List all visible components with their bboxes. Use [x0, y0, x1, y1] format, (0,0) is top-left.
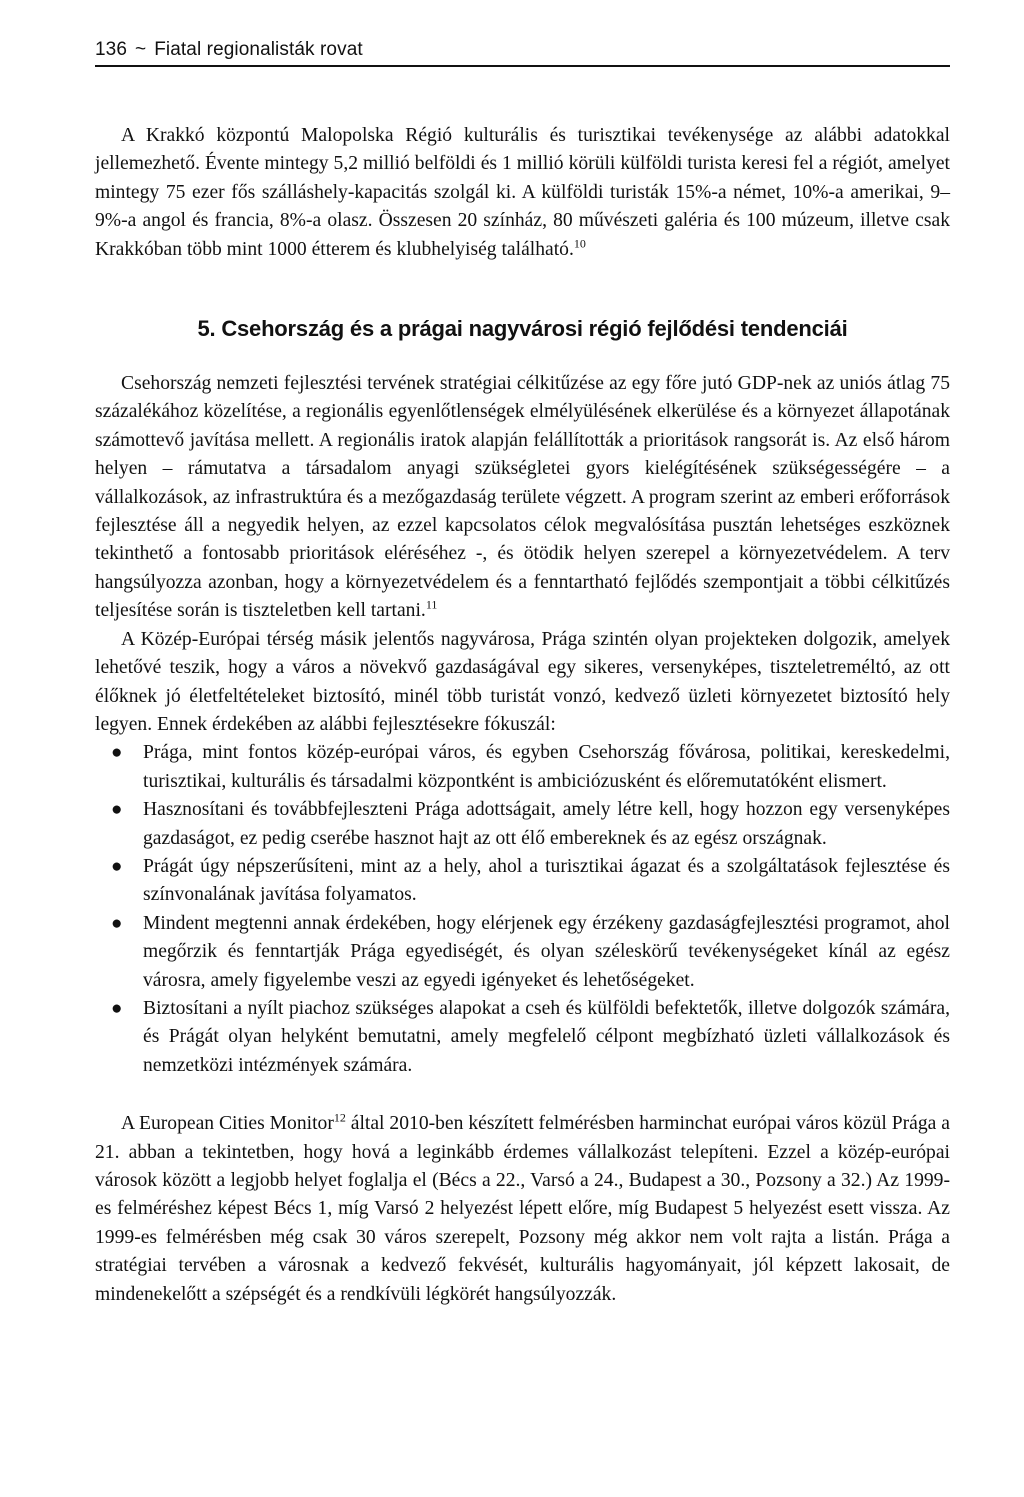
list-item [111, 739, 950, 796]
paragraph-ranking-text-start: A European Cities Monitor [121, 1113, 334, 1135]
paragraph-ranking [95, 1110, 950, 1309]
paragraph-ranking-text-end: által 2010-ben készített felmérésben harminchat európai város közül Prága a 21. abban a tekintetben, hogy hová a leginkább érdemes vállalkozást telepíteni. Ezzel a közép-európai városok között a legjobb helyet foglalja el (Bécs a 22., Varsó a 24., Budapest a 30., Pozsony a 32.) Az 1999-es felméréshez képest Bécs 1, míg Varsó 2 helyezést lépett előre, míg Budapest 5 helyezést esett vissza. Az 1999-es felmérésben még csak 30 város szerepelt, Pozsony még akkor nem volt rajta a listán. Prága a stratégiai tervében a városnak a kedvező fekvését, kulturális hagyományait, jól képzett lakosait, de mindenekelőtt a szépségét és a rendkívüli légkörét hangsúlyozzák. [95, 1113, 950, 1305]
document-page [95, 30, 950, 1309]
list-item [111, 796, 950, 853]
section-heading: 5. Csehország és a prágai nagyvárosi régió fejlődési tendenciái [197, 316, 848, 342]
running-header [95, 39, 950, 67]
header-separator: ~ [135, 39, 147, 60]
bullet-icon: ● [111, 855, 123, 877]
intro-paragraph [95, 122, 950, 264]
bullet-icon: ● [111, 799, 123, 821]
bullet-icon: ● [111, 742, 123, 764]
development-list [95, 739, 950, 1080]
list-item-text: Biztosítani a nyílt piachoz szükséges alapokat a cseh és külföldi befektetők, illetve dolgozók számára, és Prágát olyan helyként bemutatni, amely megfelelő célpont megbízható üzleti vállalkozások és nemzetközi intézmények számára. [143, 997, 950, 1076]
section-name: Fiatal regionalisták rovat [154, 39, 363, 60]
paragraph-strategy [95, 370, 950, 626]
paragraph-strategy-text: Csehország nemzeti fejlesztési tervének stratégiai célkitűzése az egy főre jutó GDP-nek az uniós átlag 75 százalékához közelítése, a regionális egyenlőtlenségek elmélyülésének elkerülése és a környezet állapotának számottevő javítása mellett. A regionális iratok alapján felállították a prioritások rangsorát is. Az első három helyen – rámutatva a társadalom anyagi szükségletei gyors kielégítésének szükségességére – a vállalkozások, az infrastruktúra és a mezőgazdaság területe végzett. A program szerint az emberi erőforrások fejlesztése áll a negyedik helyen, az ezzel kapcsolatos célok megvalósítása pusztán lehetséges eszköznek tekinthető a fontosabb prioritások eléréséhez -, és ötödik helyen szerepel a környezetvédelem. A terv hangsúlyozza azonban, hogy a környezetvédelem és a fenntartható fejlődés szempontjait a többi célkitűzés teljesítése során is tiszteletben kell tartani. [95, 373, 950, 622]
intro-text: A Krakkó központú Malopolska Régió kulturális és turisztikai tevékenysége az alábbi adatokkal jellemezhető. Évente mintegy 5,2 millió belföldi és 1 millió körüli külföldi turista keresi fel a régiót, amelyet mintegy 75 ezer fős szálláshely-kapacitás szolgál ki. A külföldi turisták 15%-a német, 10%-a amerikai, 9–9%-a angol és francia, 8%-a olasz. Összesen 20 színház, 80 művészeti galéria és 100 múzeum, illetve csak Krakkóban több mint 1000 étterem és klubhelyiség található. [95, 125, 950, 260]
footnote-ref-12: 12 [333, 1110, 346, 1125]
list-item [111, 910, 950, 995]
footnote-ref-10: 10 [573, 236, 586, 251]
paragraph-prague-text: A Közép-Európai térség másik jelentős nagyvárosa, Prága szintén olyan projekteken dolgozik, amelyek lehetővé teszik, hogy a város a növekvő gazdaságával egy sikeres, versenyképes, tiszteletreméltó, az ott élőknek jó életfeltételeket biztosító, minél több turistát vonzó, kedvező üzleti környezetet biztosító hely legyen. Ennek érdekében az alábbi fejlesztésekre fókuszál: [95, 628, 950, 735]
paragraph-prague [95, 626, 950, 740]
bullet-icon: ● [111, 912, 123, 934]
list-item-text: Hasznosítani és továbbfejleszteni Prága adottságait, amely létre kell, hogy hozzon egy versenyképes gazdaságot, ez pedig cserébe hasznot hajt az ott élő embereknek és az egész országnak. [143, 799, 950, 849]
bullet-icon: ● [111, 997, 123, 1019]
list-item [111, 995, 950, 1080]
page-number: 136 [95, 39, 128, 60]
list-item-text: Prága, mint fontos közép-európai város, és egyben Csehország fővárosa, politikai, kereskedelmi, turisztikai, kulturális és társadalmi központként is ambiciózusként és előremutatóként elismert. [143, 742, 950, 792]
list-item [111, 853, 950, 910]
list-item-text: Mindent megtenni annak érdekében, hogy elérjenek egy érzékeny gazdaságfejlesztési programot, ahol megőrzik és fenntartják Prága egyediségét, és olyan széleskörű tevékenységeket kínál az egész városra, amely figyelembe veszi az egyedi igényeket és lehetőségeket. [143, 912, 950, 991]
body-text [95, 122, 950, 1309]
list-item-text: Prágát úgy népszerűsíteni, mint az a hely, ahol a turisztikai ágazat és a szolgáltatások fejlesztése és színvonalának javítása folyamatos. [143, 855, 950, 906]
footnote-ref-11: 11 [425, 597, 438, 612]
